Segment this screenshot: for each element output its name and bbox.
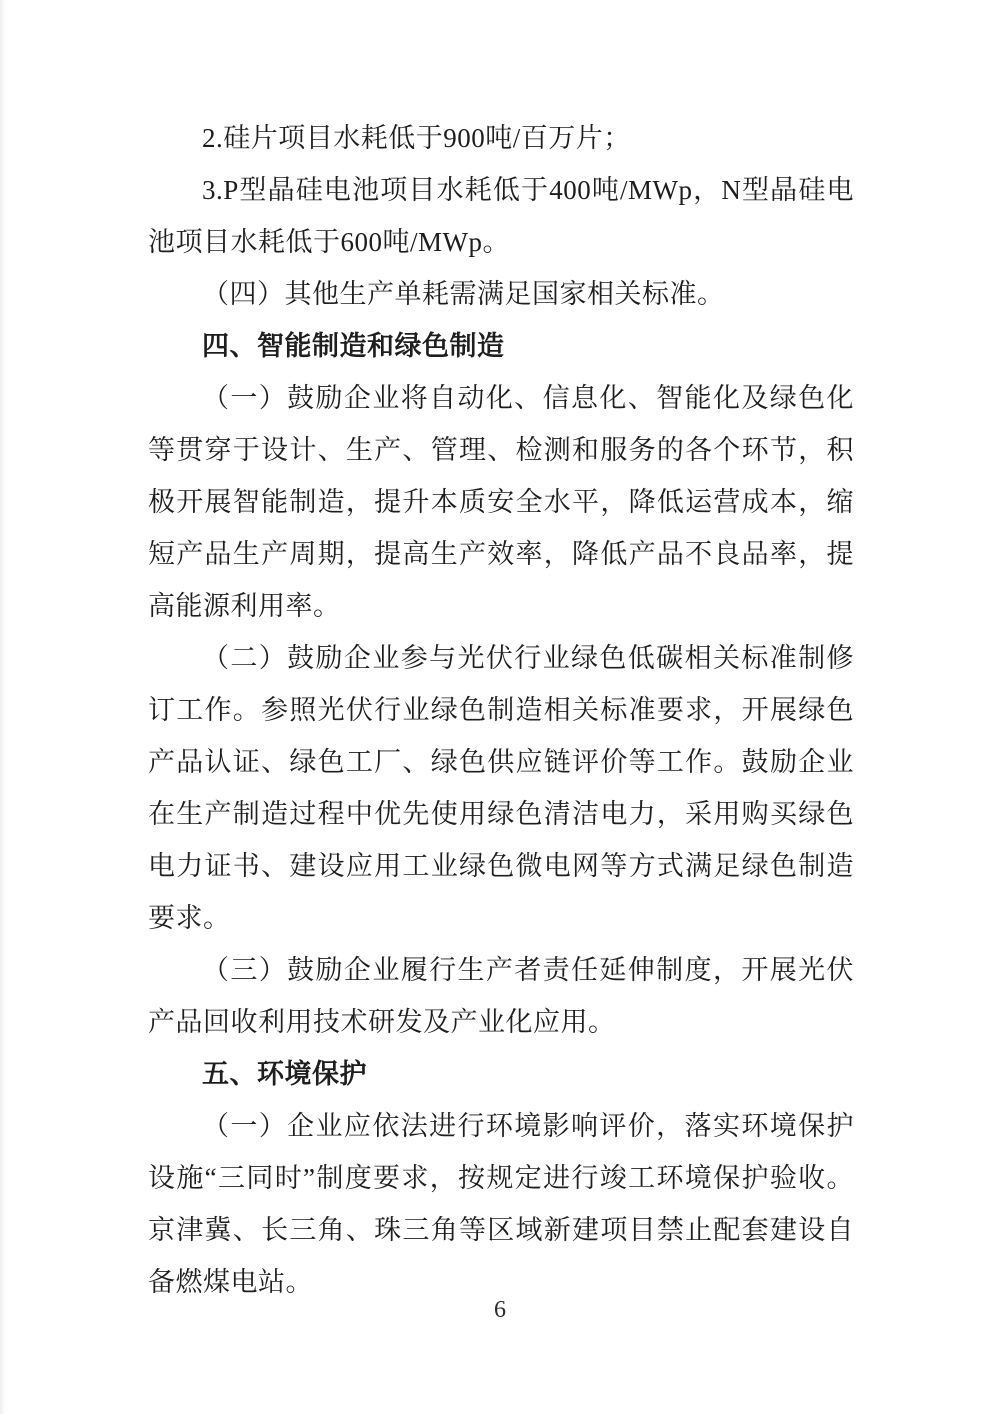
scan-edge-artifact [0,0,6,1414]
section-heading-environmental-protection: 五、环境保护 [202,1059,367,1089]
paragraph-wafer-water-consumption: 2.硅片项目水耗低于900吨/百万片； [202,123,631,153]
paragraph-other-consumption-standards: （四）其他生产单耗需满足国家相关标准。 [202,279,725,309]
paragraph-cell-water-consumption: 3.P型晶硅电池项目水耗低于400吨/MWp，N型晶硅电池项目水耗低于600吨/MWp。 [148,175,854,257]
paragraph-producer-responsibility: （三）鼓励企业履行生产者责任延伸制度，开展光伏产品回收利用技术研发及产业化应用。 [148,955,854,1037]
paragraph-environmental-impact: （一）企业应依法进行环境影响评价，落实环境保护设施“三同时”制度要求，按规定进行竣工环境保护验收。京津冀、长三角、珠三角等区域新建项目禁止配套建设自备燃煤电站。 [148,1111,854,1297]
document-body [148,112,854,1308]
paragraph-smart-manufacturing: （一）鼓励企业将自动化、信息化、智能化及绿色化等贯穿于设计、生产、管理、检测和服务的各个环节，积极开展智能制造，提升本质安全水平，降低运营成本，缩短产品生产周期，提高生产效率，降低产品不良品率，提高能源利用率。 [148,383,854,621]
page-number: 6 [494,1297,506,1323]
section-heading-smart-green-manufacturing: 四、智能制造和绿色制造 [202,331,505,361]
paragraph-green-standards: （二）鼓励企业参与光伏行业绿色低碳相关标准制修订工作。参照光伏行业绿色制造相关标准要求，开展绿色产品认证、绿色工厂、绿色供应链评价等工作。鼓励企业在生产制造过程中优先使用绿色清洁电力，采用购买绿色电力证书、建设应用工业绿色微电网等方式满足绿色制造要求。 [148,643,854,933]
